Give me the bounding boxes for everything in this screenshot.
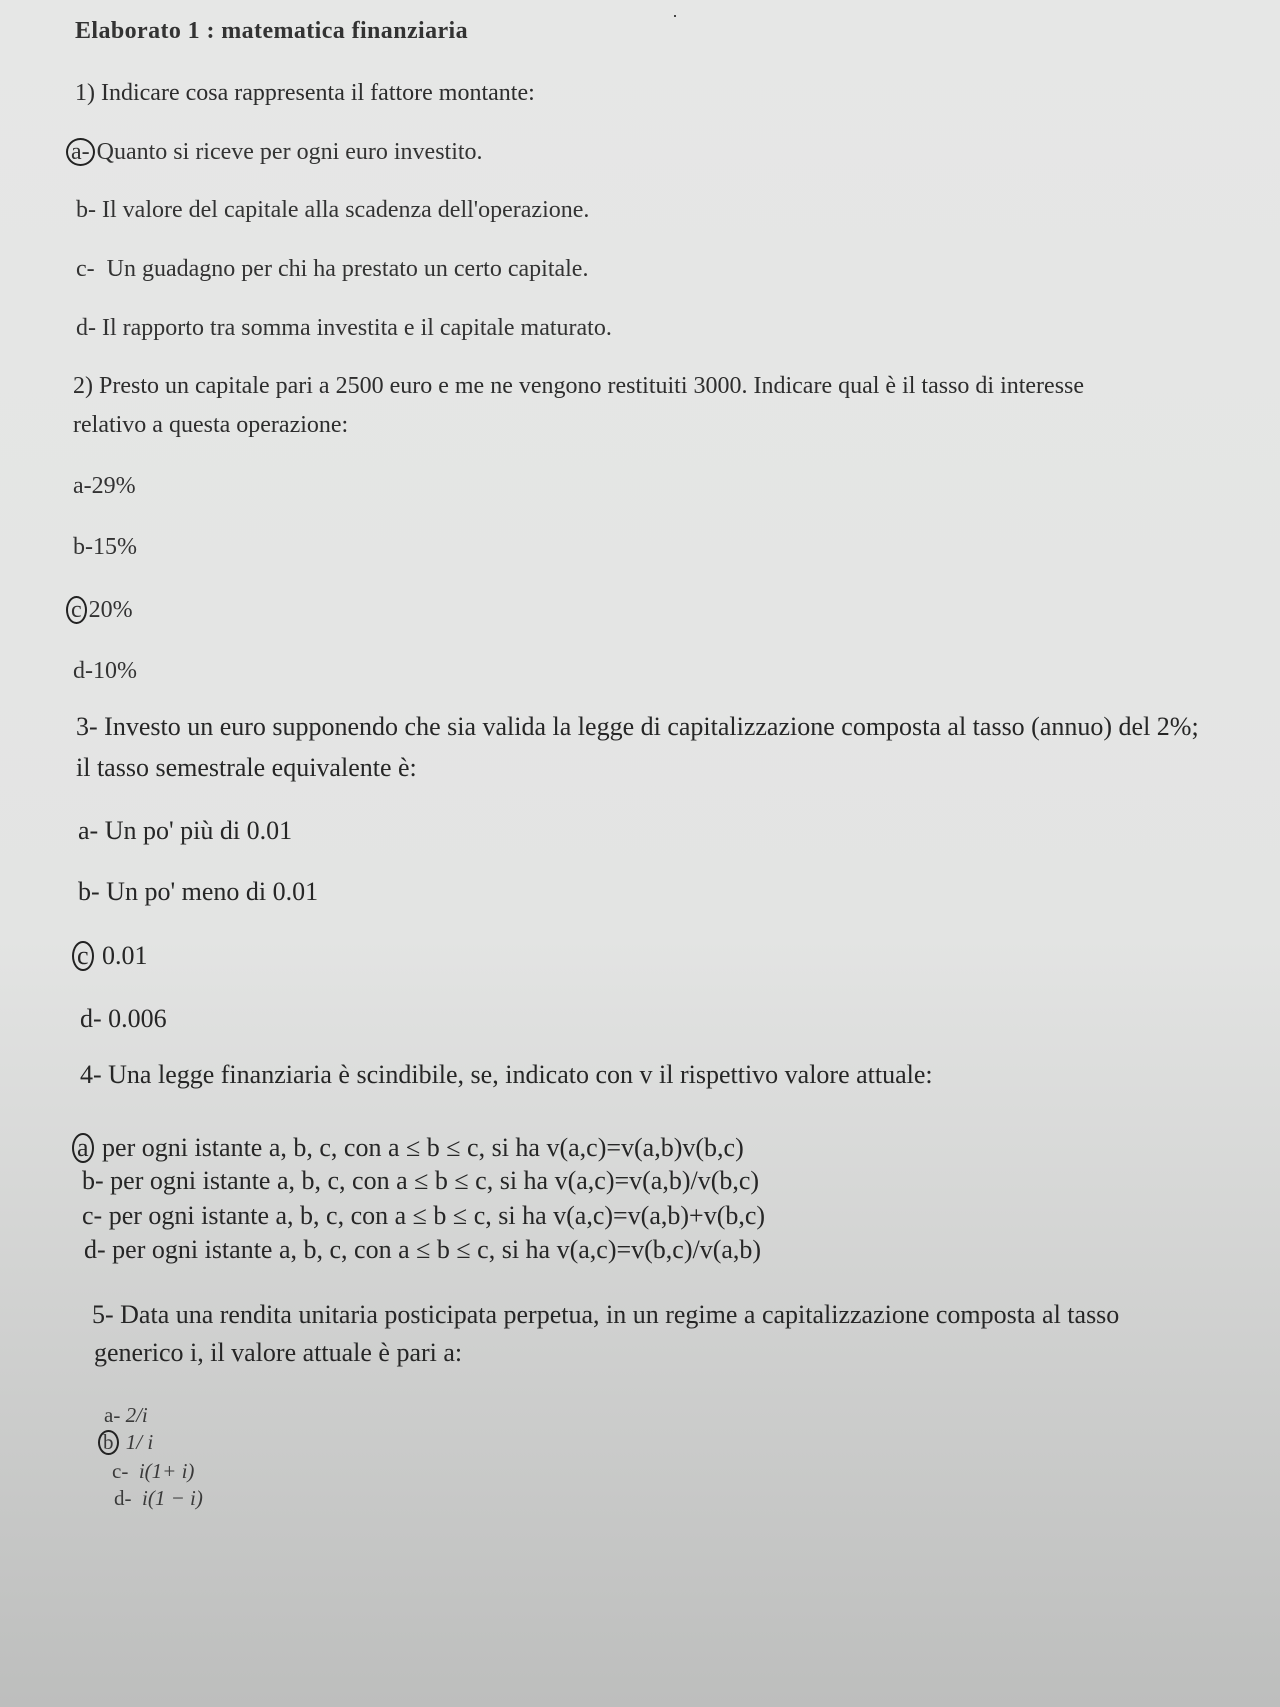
question-2-line-2: relativo a questa operazione: <box>73 412 349 438</box>
q3-option-c: c 0.01 <box>72 941 148 971</box>
q2-option-b: b-15% <box>73 534 137 560</box>
q4-option-c: c- per ogni istante a, b, c, con a ≤ b ≤ c, si ha v(a,c)=v(a,b)+v(b,c) <box>82 1201 766 1230</box>
circled-answer-marker: a- <box>66 138 95 166</box>
question-2-line-1: 2) Presto un capitale pari a 2500 euro e me ne vengono restituiti 3000. Indicare qual è il tasso di interesse <box>73 373 1085 399</box>
ink-dot <box>674 15 676 17</box>
q1-option-b: b- Il valore del capitale alla scadenza dell'operazione. <box>76 197 590 223</box>
q4-option-d: d- per ogni istante a, b, c, con a ≤ b ≤ c, si ha v(a,c)=v(b,c)/v(a,b) <box>84 1235 762 1264</box>
q1-option-c: c- Un guadagno per chi ha prestato un certo capitale. <box>76 256 589 282</box>
q1-option-a: a- Quanto si riceve per ogni euro investito. <box>66 138 483 166</box>
q4-option-b: b- per ogni istante a, b, c, con a ≤ b ≤ c, si ha v(a,c)=v(a,b)/v(b,c) <box>82 1166 760 1195</box>
q5-option-a: a- 2/i <box>104 1403 148 1427</box>
q1-option-d: d- Il rapporto tra somma investita e il capitale maturato. <box>76 315 612 341</box>
circled-answer-marker: a <box>72 1133 94 1163</box>
q3-option-b: b- Un po' meno di 0.01 <box>78 877 319 906</box>
question-3-line-2: il tasso semestrale equivalente è: <box>76 753 417 782</box>
question-4: 4- Una legge finanziaria è scindibile, se, indicato con v il rispettivo valore attuale: <box>80 1060 933 1089</box>
q3-option-d: d- 0.006 <box>80 1004 167 1033</box>
circled-answer-marker: b <box>98 1430 119 1455</box>
question-3-line-1: 3- Investo un euro supponendo che sia valida la legge di capitalizzazione composta al tasso (annuo) del 2%; <box>76 712 1199 741</box>
question-1: 1) Indicare cosa rappresenta il fattore montante: <box>75 80 535 106</box>
q3-option-a: a- Un po' più di 0.01 <box>78 816 293 845</box>
q2-option-c: c 20% <box>66 596 133 624</box>
q4-option-a: a per ogni istante a, b, c, con a ≤ b ≤ c, si ha v(a,c)=v(a,b)v(b,c) <box>72 1133 744 1163</box>
q2-option-a: a-29% <box>73 473 136 499</box>
circled-answer-marker: c <box>66 596 87 624</box>
q5-option-b: b 1/ i <box>98 1430 153 1455</box>
question-5-line-1: 5- Data una rendita unitaria posticipata perpetua, in un regime a capitalizzazione composta al tasso <box>92 1300 1120 1329</box>
q5-option-c: c- i(1+ i) <box>112 1459 195 1483</box>
q2-option-d: d-10% <box>73 658 137 684</box>
question-5-line-2: generico i, il valore attuale è pari a: <box>94 1338 463 1367</box>
page-title: Elaborato 1 : matematica finanziaria <box>75 18 468 44</box>
circled-answer-marker: c <box>72 941 94 971</box>
q5-option-d: d- i(1 − i) <box>114 1486 203 1510</box>
